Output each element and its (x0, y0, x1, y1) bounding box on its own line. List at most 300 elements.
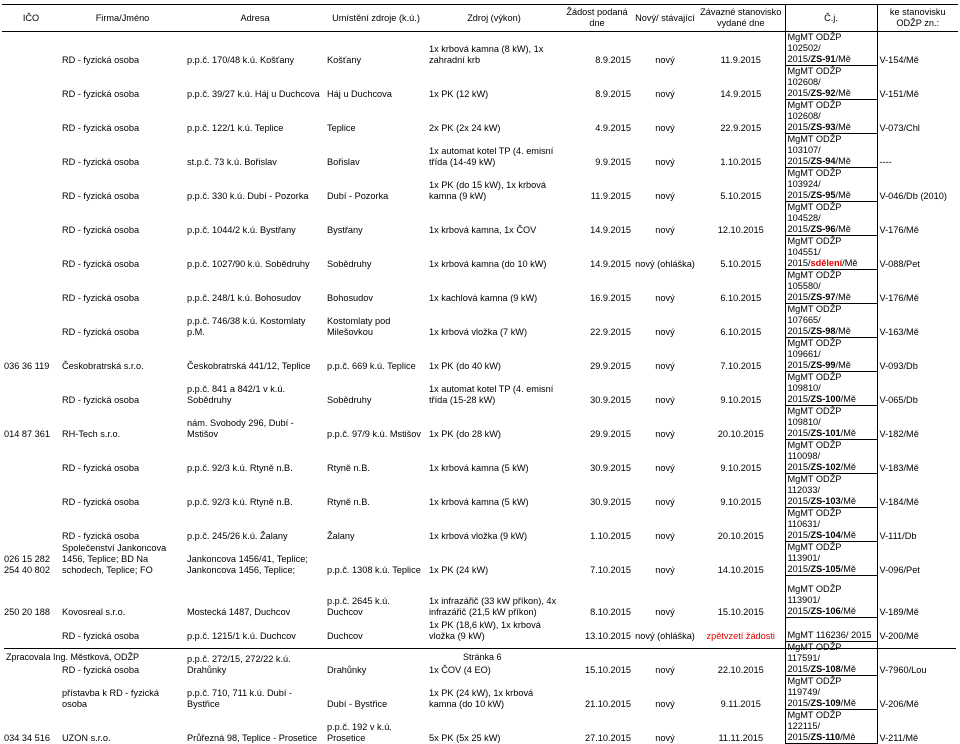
table-row (2, 406, 958, 440)
cj-suffix: /Mě (835, 54, 851, 64)
cj-line-2 (788, 698, 875, 709)
cj-line-2 (788, 122, 875, 133)
cj-number: ZS-101 (810, 428, 841, 438)
cj-suffix: /Mě (835, 156, 851, 166)
cell-zadost: 29.9.2015 (590, 360, 631, 371)
cell-firma: RD - fyzická osoba (62, 292, 140, 303)
cj-year: 2015/ (787, 564, 811, 574)
cell-zdroj: 2x PK (2x 24 kW) (429, 122, 501, 133)
cell-cj (785, 576, 877, 618)
cell-ke: V-182/Mě (879, 428, 919, 439)
cj-number: ZS-92 (810, 88, 836, 98)
cell-firma: RD - fyzická osoba (62, 88, 140, 99)
cell-zadost: 9.9.2015 (595, 156, 631, 167)
cell-novy: nový (655, 54, 675, 65)
cj-number: ZS-94 (810, 156, 836, 166)
cj-number: ZS-95 (810, 190, 836, 200)
cell-firma: UZON s.r.o. (62, 732, 111, 743)
cell-adresa: p.p.č. 39/27 k.ú. Háj u Duchcova (187, 88, 320, 99)
cell-zdroj: 1x krbová vložka (7 kW) (429, 326, 528, 337)
cell-novy: nový (655, 394, 675, 405)
cell-zdroj: 1x ČOV (4 EO) (429, 664, 491, 675)
cj-suffix: /Mě (840, 394, 856, 404)
cell-vydane: 22.9.2015 (720, 122, 762, 133)
cj-line-2 (788, 190, 875, 201)
cj-number: ZS-102 (810, 462, 841, 472)
cell-umisteni: Sobědruhy (327, 394, 372, 405)
cell-zdroj: 1x kachlová kamna (9 kW) (429, 292, 538, 303)
cell-vydane: 15.10.2015 (717, 606, 764, 617)
cell-cj (785, 236, 877, 270)
cj-year: 2015/ (787, 326, 811, 336)
cj-number: ZS-100 (810, 394, 841, 404)
col-zadost: Žádost podaná dne (561, 5, 633, 32)
cell-novy: nový (655, 606, 675, 617)
col-cj: Č.j. (785, 5, 877, 32)
cj-number: sdělení (810, 258, 843, 268)
cj-year: 2015/ (787, 292, 811, 302)
cell-firma: RD - fyzická osoba (62, 156, 140, 167)
cell-zdroj: 1x PK (18,6 kW), 1x krbová vložka (9 kW) (429, 619, 541, 641)
cell-zadost: 8.9.2015 (595, 88, 631, 99)
register-table (2, 4, 958, 744)
footer-page-number: Stránka 6 (463, 652, 502, 662)
cell-novy: nový (655, 664, 675, 675)
cell-vydane: 7.10.2015 (720, 360, 762, 371)
cell-zdroj: 1x PK (24 kW), 1x krbová kamna (do 10 kW) (429, 687, 534, 709)
cj-line-2 (788, 530, 875, 541)
cell-cj (785, 270, 877, 304)
cell-cj (785, 168, 877, 202)
cj-suffix: /Mě (840, 698, 856, 708)
cell-adresa: p.p.č. 1027/90 k.ú. Sobědruhy (187, 258, 310, 269)
cell-firma: RD - fyzická osoba (62, 190, 140, 201)
cell-vydane: 5.10.2015 (720, 258, 762, 269)
cj-line-1: MgMT ODŽP 107665/ (787, 304, 842, 325)
cj-suffix: /Mě (835, 360, 851, 370)
cj-suffix: /Mě (835, 88, 851, 98)
cell-firma: RD - fyzická osoba (62, 630, 140, 641)
cell-cj (785, 32, 877, 66)
col-ke: ke stanovisku ODŽP zn.: (877, 5, 958, 32)
cj-line-1: MgMT 116236/ 2015 (787, 630, 872, 640)
cell-ke: V-046/Db (2010) (879, 190, 947, 201)
cell-novy: nový (ohláška) (635, 258, 695, 269)
table-row (2, 338, 958, 372)
cell-cj (785, 642, 877, 676)
cell-ico: 026 15 282 254 40 802 (4, 553, 50, 575)
cell-zadost: 21.10.2015 (585, 698, 631, 709)
col-vydane: Závazné stanovisko vydané dne (697, 5, 785, 32)
cj-line-1: MgMT ODŽP 102502/ (787, 32, 842, 53)
cell-zadost: 27.10.2015 (585, 732, 631, 743)
cell-ke: V-088/Pet (879, 258, 920, 269)
cell-ico (2, 168, 60, 202)
cj-line-1: MgMT ODŽP 119749/ (787, 676, 842, 697)
cj-year: 2015/ (787, 224, 811, 234)
cj-number: ZS-91 (810, 54, 836, 64)
table-row (2, 542, 958, 576)
cell-novy: nový (655, 292, 675, 303)
cell-cj (785, 542, 877, 576)
cell-firma: Společenství Jankoncova 1456, Teplice; BD Na schodech, Teplice; FO (62, 542, 167, 575)
cell-zdroj: 1x krbová kamna (5 kW) (429, 462, 529, 473)
cj-line-1: MgMT ODŽP 104528/ (787, 202, 842, 223)
cell-cj (785, 440, 877, 474)
cj-line-1: MgMT ODŽP 113901/ (787, 542, 842, 563)
cj-line-1: MgMT ODŽP 102608/ (787, 66, 842, 87)
cj-line-1: MgMT ODŽP 113901/ (787, 584, 842, 605)
cell-firma: Kovosreal s.r.o. (62, 606, 126, 617)
cell-adresa: p.p.č. 330 k.ú. Dubí - Pozorka (187, 190, 309, 201)
cell-ico (2, 270, 60, 304)
cell-novy: nový (655, 122, 675, 133)
cell-ke: V-163/Mě (879, 326, 919, 337)
cell-ico (2, 372, 60, 406)
cell-novy: nový (655, 428, 675, 439)
cj-suffix: /Mě (840, 428, 856, 438)
cell-vydane: 9.11.2015 (720, 698, 761, 709)
table-row (2, 66, 958, 100)
cell-zdroj: 1x krbová vložka (9 kW) (429, 530, 528, 541)
cj-line-1: MgMT ODŽP 110631/ (787, 508, 842, 529)
cell-umisteni: Kostomlaty pod Milešovkou (327, 315, 391, 337)
table-row (2, 134, 958, 168)
cell-cj (785, 618, 877, 642)
cj-number: ZS-105 (810, 564, 841, 574)
cj-year: 2015/ (787, 394, 811, 404)
cj-year: 2015/ (787, 54, 811, 64)
cj-line-1: MgMT ODŽP 105580/ (787, 270, 842, 291)
cell-vydane: 12.10.2015 (717, 224, 764, 235)
cell-zadost: 22.9.2015 (590, 326, 631, 337)
cell-novy: nový (655, 496, 675, 507)
cell-vydane: 9.10.2015 (720, 462, 762, 473)
cell-umisteni: Bystřany (327, 224, 363, 235)
cell-cj (785, 710, 877, 744)
cell-ico (2, 618, 60, 642)
cell-ke: V-7960/Lou (879, 664, 927, 675)
cell-vydane: 14.10.2015 (717, 564, 764, 575)
cell-adresa: nám. Svobody 296, Dubí - Mstišov (187, 417, 294, 439)
cell-cj (785, 676, 877, 710)
cell-vydane: 6.10.2015 (720, 292, 762, 303)
cell-ico: 014 87 361 (4, 428, 50, 439)
cell-zadost: 8.10.2015 (590, 606, 631, 617)
table-row (2, 676, 958, 710)
cell-ke: V-111/Db (879, 530, 917, 541)
cj-number: ZS-98 (810, 326, 836, 336)
cell-vydane: 6.10.2015 (720, 326, 762, 337)
cell-umisteni: p.p.č. 2645 k.ú. Duchcov (327, 595, 390, 617)
cell-vydane: zpětvzetí žádosti (706, 630, 775, 641)
cell-novy: nový (655, 156, 675, 167)
cell-adresa: Českobratrská 441/12, Teplice (187, 360, 311, 371)
cell-zdroj: 1x PK (12 kW) (429, 88, 489, 99)
cell-novy: nový (655, 564, 675, 575)
cell-zdroj: 1x krbová kamna, 1x ČOV (429, 224, 537, 235)
cell-zadost: 14.9.2015 (590, 258, 631, 269)
cell-ke: V-211/Mě (879, 732, 919, 743)
cj-number: ZS-106 (810, 606, 841, 616)
col-ico: IČO (2, 5, 60, 32)
cell-adresa: p.p.č. 746/38 k.ú. Kostomlaty p.M. (187, 315, 306, 337)
cj-line-2 (788, 394, 875, 405)
cell-ke: V-151/Mě (879, 88, 919, 99)
cj-line-2 (788, 88, 875, 99)
cell-ico: 036 36 119 (4, 360, 50, 371)
cell-novy: nový (655, 224, 675, 235)
cj-year: 2015/ (787, 606, 811, 616)
cell-vydane: 20.10.2015 (717, 530, 764, 541)
cell-ke: V-183/Mě (879, 462, 919, 473)
cj-suffix: /Mě (840, 732, 856, 742)
col-novy: Nový/ stávající (633, 5, 697, 32)
cell-ke: V-154/Mě (879, 54, 919, 65)
cell-ico (2, 474, 60, 508)
cj-number: ZS-108 (810, 664, 841, 674)
cell-zdroj: 1x krbová kamna (5 kW) (429, 496, 529, 507)
cell-zadost: 7.10.2015 (590, 564, 631, 575)
cell-vydane: 11.11.2015 (718, 732, 764, 743)
cell-zdroj: 1x PK (do 28 kW) (429, 428, 501, 439)
cell-novy: nový (655, 698, 675, 709)
cell-ke: V-093/Db (879, 360, 918, 371)
cj-line-2 (788, 360, 875, 371)
cell-zadost: 13.10.2015 (585, 630, 631, 641)
cell-umisteni: Dubí - Bystřice (327, 698, 388, 709)
cell-adresa: st.p.č. 73 k.ú. Bořislav (187, 156, 277, 167)
cj-number: ZS-103 (810, 496, 841, 506)
cell-vydane: 22.10.2015 (717, 664, 764, 675)
table-row (2, 474, 958, 508)
cj-year: 2015/ (787, 698, 811, 708)
cj-suffix: /Mě (835, 122, 851, 132)
cj-suffix: /Mě (835, 224, 851, 234)
cell-ico: 034 34 516 (4, 732, 50, 743)
cell-ke: V-176/Mě (879, 292, 919, 303)
cell-umisteni: Duchcov (327, 630, 363, 641)
footer-author: Zpracovala Ing. Městková, ODŽP (6, 652, 140, 662)
col-adresa: Adresa (185, 5, 325, 32)
cell-zdroj: 1x automat kotel TP (4. emisní třída (15-28 kW) (429, 383, 554, 405)
cell-adresa: p.p.č. 1215/1 k.ú. Duchcov (187, 630, 296, 641)
cj-line-1: MgMT ODŽP 109661/ (787, 338, 842, 359)
cj-line-1: MgMT ODŽP 103107/ (787, 134, 842, 155)
cj-year: 2015/ (787, 530, 811, 540)
cell-zadost: 30.9.2015 (590, 394, 631, 405)
cell-novy: nový (655, 462, 675, 473)
table-row (2, 270, 958, 304)
table-row (2, 440, 958, 474)
cj-line-2 (788, 54, 875, 65)
cell-zadost: 4.9.2015 (595, 122, 631, 133)
cell-cj (785, 508, 877, 542)
cj-year: 2015/ (787, 462, 811, 472)
cj-number: ZS-109 (810, 698, 841, 708)
cj-number: ZS-99 (810, 360, 836, 370)
cj-suffix: /Mě (842, 258, 858, 268)
cell-zadost: 1.10.2015 (590, 530, 631, 541)
cell-vydane: 9.10.2015 (720, 394, 762, 405)
cj-suffix: /Mě (840, 564, 856, 574)
cell-ke: V-189/Mě (879, 606, 919, 617)
cell-adresa: Průřezná 98, Teplice - Prosetice (187, 732, 318, 743)
cell-ke: V-065/Db (879, 394, 918, 405)
cell-novy: nový (655, 190, 675, 201)
cell-zdroj: 5x PK (5x 25 kW) (429, 732, 501, 743)
cell-umisteni: Bořislav (327, 156, 360, 167)
cell-cj (785, 66, 877, 100)
footer-rule (4, 648, 956, 649)
cell-zdroj: 1x krbová kamna (8 kW), 1x zahradní krb (429, 43, 544, 65)
cell-zadost: 29.9.2015 (590, 428, 631, 439)
cj-line-2 (788, 564, 875, 575)
cj-year: 2015/ (787, 258, 811, 268)
cj-line-1: MgMT ODŽP 117591/ (787, 642, 842, 663)
cj-line-2 (788, 292, 875, 303)
cell-cj (785, 202, 877, 236)
cj-suffix: /Mě (840, 496, 856, 506)
cj-line-2 (788, 156, 875, 167)
cell-ico (2, 236, 60, 270)
cj-year: 2015/ (787, 496, 811, 506)
cell-vydane: 5.10.2015 (720, 190, 762, 201)
cell-novy: nový (655, 88, 675, 99)
cell-ke: ---- (879, 156, 892, 167)
cell-firma: RD - fyzická osoba (62, 326, 140, 337)
cell-firma: přístavba k RD - fyzická osoba (62, 687, 160, 709)
cell-zadost: 15.10.2015 (585, 664, 631, 675)
cj-line-1: MgMT ODŽP 102608/ (787, 100, 842, 121)
cj-number: ZS-93 (810, 122, 836, 132)
cell-cj (785, 304, 877, 338)
cj-number: ZS-104 (810, 530, 841, 540)
cj-suffix: /Mě (840, 664, 856, 674)
table-body (2, 32, 958, 744)
cell-firma: RD - fyzická osoba (62, 258, 140, 269)
cell-vydane: 9.10.2015 (720, 496, 762, 507)
cell-zadost: 11.9.2015 (590, 190, 631, 201)
cj-number: ZS-110 (810, 732, 841, 742)
cell-zdroj: 1x automat kotel TP (4. emisní třída (14-49 kW) (429, 145, 554, 167)
table-row (2, 236, 958, 270)
cell-adresa: Mostecká 1487, Duchcov (187, 606, 291, 617)
cell-zdroj: 1x krbová kamna (do 10 kW) (429, 258, 547, 269)
cell-adresa: p.p.č. 1044/2 k.ú. Bystřany (187, 224, 296, 235)
cell-umisteni: Rtyně n.B. (327, 462, 370, 473)
cell-vydane: 14.9.2015 (720, 88, 762, 99)
cell-zadost: 30.9.2015 (590, 496, 631, 507)
cell-umisteni: Rtyně n.B. (327, 496, 370, 507)
cell-firma: RD - fyzická osoba (62, 664, 140, 675)
cell-ico (2, 66, 60, 100)
header-row (2, 5, 958, 32)
cj-line-1: MgMT ODŽP 110098/ (787, 440, 842, 461)
col-umisteni: Umístění zdroje (k.ú.) (325, 5, 427, 32)
cell-ke: V-206/Mě (879, 698, 919, 709)
cell-zdroj: 1x PK (24 kW) (429, 564, 489, 575)
cell-cj (785, 474, 877, 508)
cell-umisteni: Košťany (327, 54, 362, 65)
cj-suffix: /Mě (840, 606, 856, 616)
table-row (2, 508, 958, 542)
cj-line-2 (788, 428, 875, 439)
cj-line-1: MgMT ODŽP 122115/ (787, 710, 842, 731)
cell-adresa: p.p.č. 272/15, 272/22 k.ú. Drahůnky (187, 653, 291, 675)
cell-zadost: 14.9.2015 (590, 224, 631, 235)
cell-novy: nový (655, 326, 675, 337)
cj-suffix: /Mě (835, 292, 851, 302)
cell-umisteni: Sobědruhy (327, 258, 372, 269)
cell-ico (2, 508, 60, 542)
table-row (2, 576, 958, 618)
cj-line-1: MgMT ODŽP 109810/ (787, 372, 842, 393)
cell-novy: nový (655, 732, 675, 743)
cj-line-2 (788, 496, 875, 507)
cell-zadost: 8.9.2015 (595, 54, 631, 65)
table-row (2, 618, 958, 642)
cell-umisteni: p.p.č. 669 k.ú. Teplice (327, 360, 416, 371)
cell-ico (2, 440, 60, 474)
cj-year: 2015/ (787, 428, 811, 438)
cell-firma: RH-Tech s.r.o. (62, 428, 121, 439)
cell-ke: V-176/Mě (879, 224, 919, 235)
cell-novy: nový (655, 530, 675, 541)
cj-year: 2015/ (787, 156, 811, 166)
cell-zdroj: 1x infrazářič (33 kW příkon), 4x infrazářič (21,5 kW příkon) (429, 595, 557, 617)
cj-year: 2015/ (787, 190, 811, 200)
cell-ico: 250 20 188 (4, 606, 50, 617)
cell-firma: RD - fyzická osoba (62, 530, 140, 541)
cell-adresa: p.p.č. 122/1 k.ú. Teplice (187, 122, 284, 133)
cj-line-1: MgMT ODŽP 109810/ (787, 406, 842, 427)
cell-zdroj: 1x PK (do 40 kW) (429, 360, 501, 371)
cell-adresa: Jankoncova 1456/41, Teplice; Jankoncova 1456, Teplice; (187, 553, 308, 575)
cell-firma: RD - fyzická osoba (62, 54, 140, 65)
cell-adresa: p.p.č. 248/1 k.ú. Bohosudov (187, 292, 301, 303)
cell-vydane: 20.10.2015 (717, 428, 764, 439)
cell-cj (785, 406, 877, 440)
cell-adresa: p.p.č. 710, 711 k.ú. Dubí - Bystřice (187, 687, 293, 709)
cell-ico (2, 304, 60, 338)
table-row (2, 100, 958, 134)
cj-suffix: /Mě (840, 462, 856, 472)
cj-number: ZS-96 (810, 224, 836, 234)
cell-umisteni: Dubí - Pozorka (327, 190, 389, 201)
cell-adresa: p.p.č. 245/26 k.ú. Žalany (187, 530, 288, 541)
cell-novy: nový (655, 360, 675, 371)
cell-firma: RD - fyzická osoba (62, 496, 140, 507)
cj-year: 2015/ (787, 88, 811, 98)
cell-ico (2, 202, 60, 236)
cell-firma: RD - fyzická osoba (62, 462, 140, 473)
cell-ico (2, 134, 60, 168)
cj-year: 2015/ (787, 360, 811, 370)
cell-zdroj: 1x PK (do 15 kW), 1x krbová kamna (9 kW) (429, 179, 546, 201)
cell-adresa: p.p.č. 841 a 842/1 v k.ú. Sobědruhy (187, 383, 286, 405)
cell-ico (2, 100, 60, 134)
cell-cj (785, 372, 877, 406)
cell-umisteni: Háj u Duchcova (327, 88, 392, 99)
cj-suffix: /Mě (835, 326, 851, 336)
cell-cj (785, 134, 877, 168)
cell-vydane: 1.10.2015 (720, 156, 762, 167)
cell-umisteni: p.p.č. 192 v k.ú. Prosetice (327, 721, 392, 743)
cell-umisteni: Drahůnky (327, 664, 367, 675)
cj-line-2 (788, 258, 875, 269)
cell-adresa: p.p.č. 92/3 k.ú. Rtyně n.B. (187, 462, 293, 473)
